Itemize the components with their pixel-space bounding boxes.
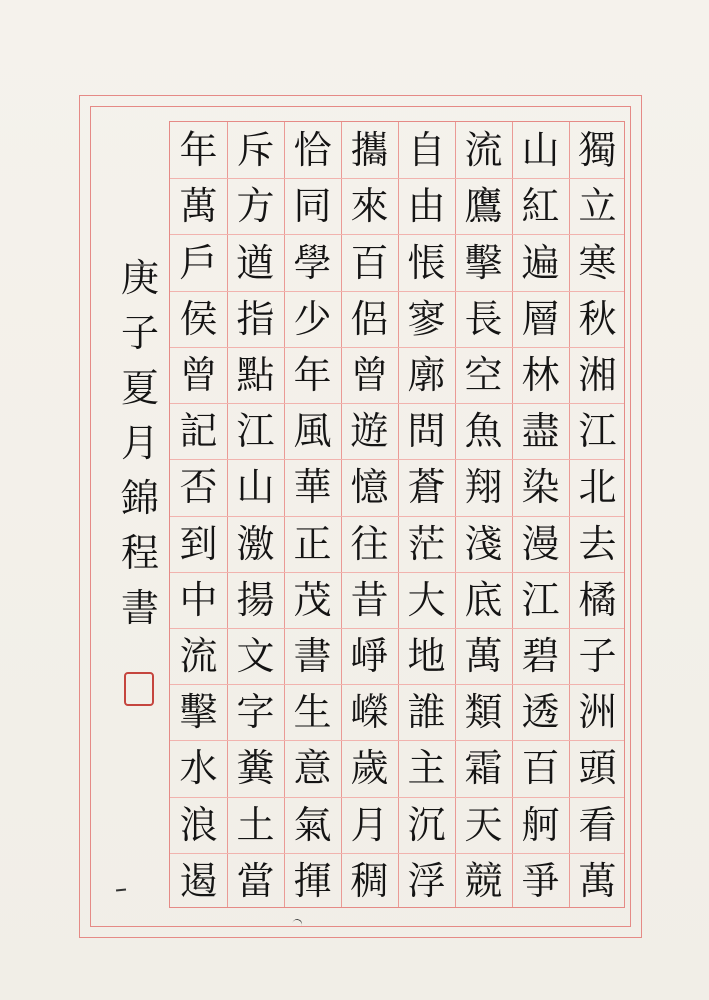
signature-character: 子	[120, 310, 159, 355]
poem-character: 憶	[350, 465, 389, 510]
signature-character: 月	[120, 420, 159, 465]
poem-character: 漫	[521, 521, 560, 566]
poem-character: 林	[521, 352, 560, 397]
poem-character: 曾	[179, 352, 218, 397]
poem-character: 江	[236, 409, 275, 454]
poem-character: 獨	[578, 128, 617, 173]
poem-character: 揚	[236, 577, 275, 622]
poem-character: 類	[464, 690, 503, 735]
poem-character: 歲	[350, 746, 389, 791]
poem-character: 空	[464, 352, 503, 397]
poem-character: 年	[179, 128, 218, 173]
poem-character: 寥	[407, 296, 446, 341]
poem-character: 當	[236, 858, 275, 903]
poem-character: 湘	[578, 352, 617, 397]
poem-character: 指	[236, 296, 275, 341]
poem-character: 鷹	[464, 184, 503, 229]
poem-character: 天	[464, 802, 503, 847]
poem-character: 侶	[350, 296, 389, 341]
poem-character: 蒼	[407, 465, 446, 510]
red-seal-stamp	[124, 672, 154, 706]
poem-character: 嶸	[350, 690, 389, 735]
poem-character: 爭	[521, 858, 560, 903]
poem-character: 華	[293, 465, 332, 510]
poem-character: 百	[350, 240, 389, 285]
poem-character: 紅	[521, 184, 560, 229]
poem-column	[227, 122, 284, 909]
poem-character: 廓	[407, 352, 446, 397]
poem-character: 方	[236, 184, 275, 229]
poem-character: 來	[350, 184, 389, 229]
poem-character: 問	[407, 409, 446, 454]
poem-character: 到	[179, 521, 218, 566]
poem-character: 攜	[350, 128, 389, 173]
poem-character: 稠	[350, 858, 389, 903]
poem-character: 底	[464, 577, 503, 622]
poem-character: 否	[179, 465, 218, 510]
poem-character: 大	[407, 577, 446, 622]
poem-character: 曾	[350, 352, 389, 397]
poem-character: 昔	[350, 577, 389, 622]
poem-character: 由	[407, 184, 446, 229]
poem-character: 橘	[578, 577, 617, 622]
poem-character: 江	[578, 409, 617, 454]
poem-character: 江	[521, 577, 560, 622]
character-grid	[169, 121, 625, 908]
poem-character: 碧	[521, 633, 560, 678]
poem-character: 主	[407, 746, 446, 791]
poem-character: 霜	[464, 746, 503, 791]
poem-character: 萬	[179, 184, 218, 229]
poem-character: 擊	[464, 240, 503, 285]
poem-character: 年	[293, 352, 332, 397]
poem-character: 正	[293, 521, 332, 566]
poem-character: 百	[521, 746, 560, 791]
poem-column	[170, 122, 227, 909]
poem-character: 萬	[578, 858, 617, 903]
poem-character: 點	[236, 352, 275, 397]
poem-character: 戶	[179, 240, 218, 285]
poem-character: 意	[293, 746, 332, 791]
poem-character: 浮	[407, 858, 446, 903]
poem-column	[569, 122, 626, 909]
poem-character: 學	[293, 240, 332, 285]
poem-character: 侯	[179, 296, 218, 341]
poem-character: 頭	[578, 746, 617, 791]
poem-character: 自	[407, 128, 446, 173]
poem-character: 崢	[350, 633, 389, 678]
poem-character: 魚	[464, 409, 503, 454]
poem-character: 透	[521, 690, 560, 735]
poem-column	[455, 122, 512, 909]
poem-character: 糞	[236, 746, 275, 791]
poem-character: 長	[464, 296, 503, 341]
signature-character: 庚	[120, 255, 159, 300]
poem-character: 浪	[179, 802, 218, 847]
poem-character: 激	[236, 521, 275, 566]
poem-character: 流	[464, 128, 503, 173]
poem-column	[512, 122, 569, 909]
poem-character: 土	[236, 802, 275, 847]
poem-column	[341, 122, 398, 909]
poem-character: 淺	[464, 521, 503, 566]
poem-character: 立	[578, 184, 617, 229]
poem-character: 風	[293, 409, 332, 454]
poem-character: 擊	[179, 690, 218, 735]
poem-character: 往	[350, 521, 389, 566]
poem-character: 遒	[236, 240, 275, 285]
poem-character: 地	[407, 633, 446, 678]
poem-character: 子	[578, 633, 617, 678]
poem-character: 水	[179, 746, 218, 791]
poem-column	[398, 122, 455, 909]
signature-inscription	[118, 250, 162, 635]
poem-character: 洲	[578, 690, 617, 735]
poem-character: 氣	[293, 802, 332, 847]
poem-character: 競	[464, 858, 503, 903]
signature-character: 夏	[120, 365, 159, 410]
poem-character: 寒	[578, 240, 617, 285]
poem-character: 茂	[293, 577, 332, 622]
poem-character: 山	[521, 128, 560, 173]
poem-character: 盡	[521, 409, 560, 454]
poem-character: 沉	[407, 802, 446, 847]
poem-character: 月	[350, 802, 389, 847]
poem-character: 茫	[407, 521, 446, 566]
poem-character: 恰	[293, 128, 332, 173]
poem-character: 同	[293, 184, 332, 229]
poem-character: 遍	[521, 240, 560, 285]
poem-column	[284, 122, 341, 909]
signature-character: 書	[120, 585, 159, 630]
poem-character: 萬	[464, 633, 503, 678]
poem-character: 記	[179, 409, 218, 454]
poem-character: 遊	[350, 409, 389, 454]
poem-character: 字	[236, 690, 275, 735]
poem-character: 中	[179, 577, 218, 622]
poem-character: 遏	[179, 858, 218, 903]
poem-character: 流	[179, 633, 218, 678]
poem-character: 秋	[578, 296, 617, 341]
poem-character: 生	[293, 690, 332, 735]
poem-character: 翔	[464, 465, 503, 510]
poem-character: 少	[293, 296, 332, 341]
poem-character: 染	[521, 465, 560, 510]
poem-character: 去	[578, 521, 617, 566]
poem-character: 看	[578, 802, 617, 847]
poem-character: 舸	[521, 802, 560, 847]
poem-character: 悵	[407, 240, 446, 285]
poem-character: 揮	[293, 858, 332, 903]
poem-character: 書	[293, 633, 332, 678]
signature-character: 程	[120, 530, 159, 575]
poem-character: 層	[521, 296, 560, 341]
poem-character: 文	[236, 633, 275, 678]
poem-character: 誰	[407, 690, 446, 735]
poem-character: 北	[578, 465, 617, 510]
signature-character: 錦	[120, 475, 159, 520]
poem-character: 斥	[236, 128, 275, 173]
poem-character: 山	[236, 465, 275, 510]
